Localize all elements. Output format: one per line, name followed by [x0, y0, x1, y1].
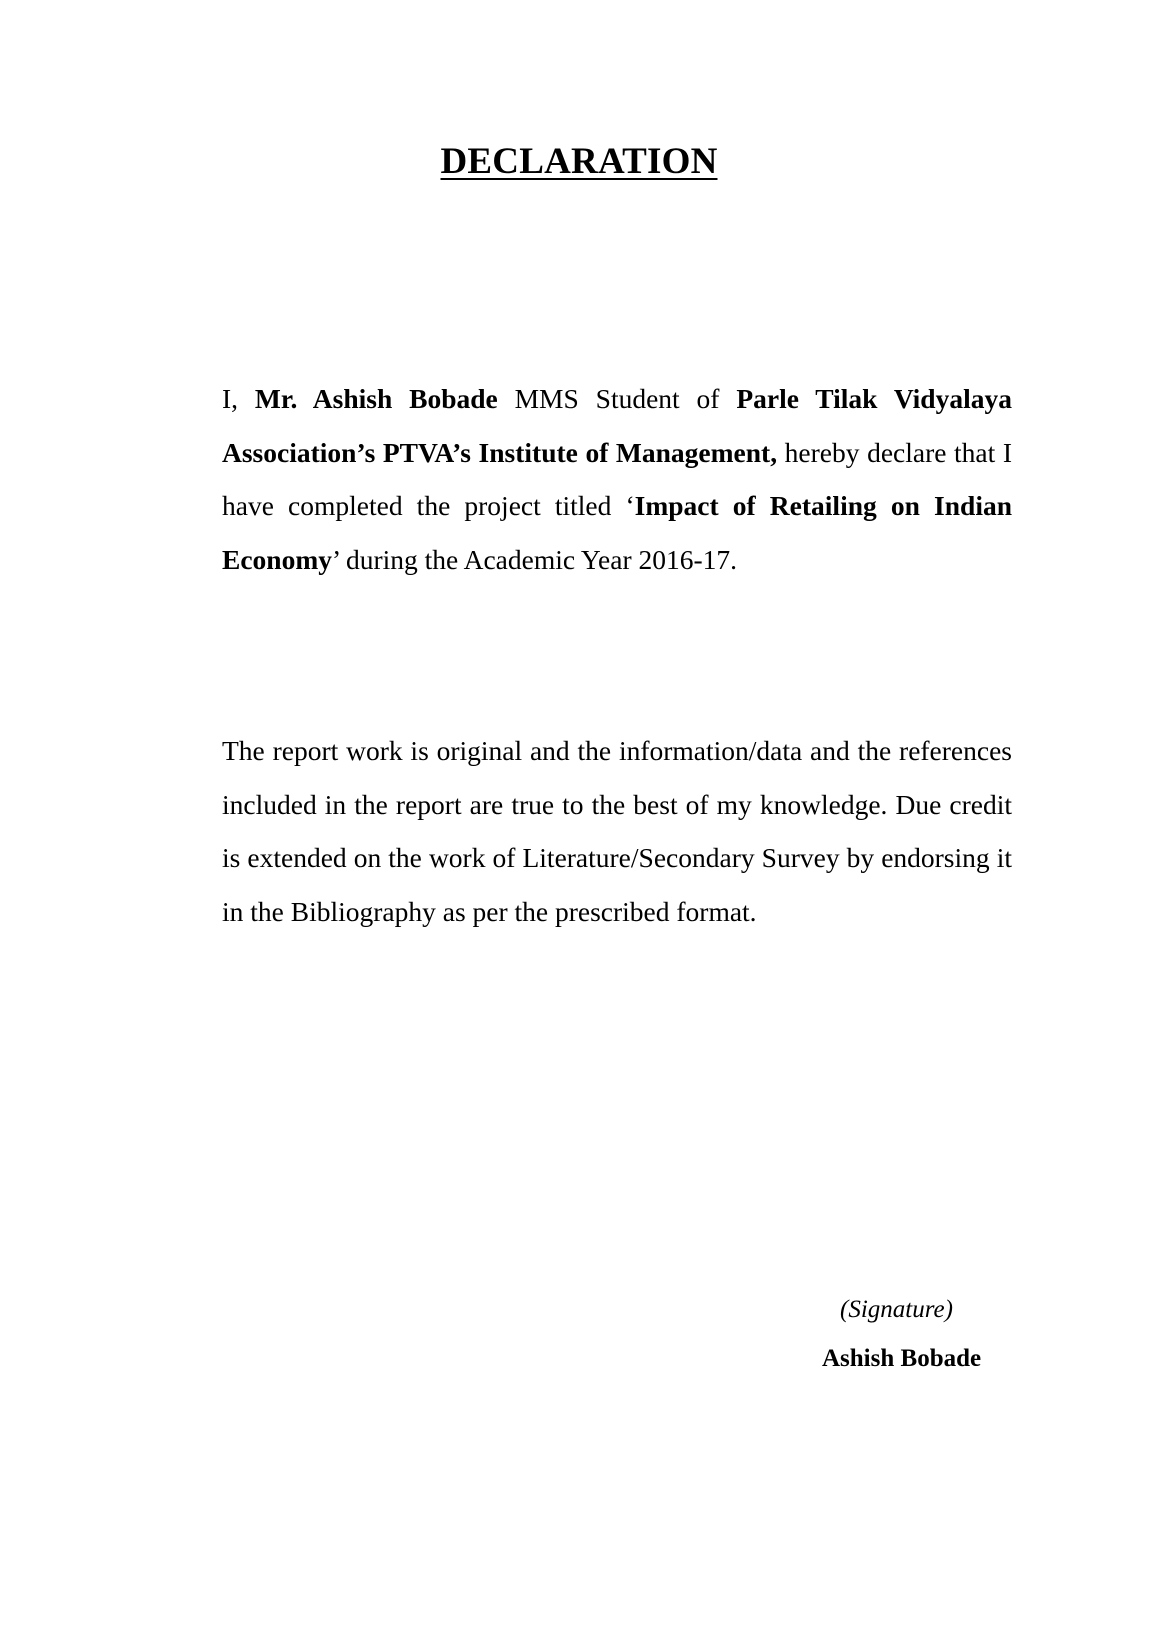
declaration-text-part: hereby declare that I have completed the project titled ‘: [222, 436, 1012, 521]
declaration-text-part: ’ during the Academic Year 2016-17.: [332, 543, 738, 575]
declaration-paragraph: [222, 372, 1012, 586]
declaration-text-part: MMS Student of: [497, 383, 737, 414]
project-title: Impact of Retailing on Indian Economy: [222, 490, 1012, 575]
institute-name: Parle Tilak Vidyalaya Association’s PTVA’s Institute of Management,: [222, 383, 1012, 468]
originality-paragraph: The report work is original and the information/data and the references included in the report are true to the best of my knowledge. Due credit is extended on the work of Literature/Secondary Survey by endorsing it in the Bibliography as per the prescribed format.: [222, 735, 1012, 927]
student-name: Mr. Ashish Bobade: [254, 383, 498, 414]
page-title: DECLARATION: [440, 141, 718, 182]
signatory-name: Ashish Bobade: [822, 1345, 982, 1372]
declaration-text-part: I,: [222, 383, 255, 414]
signature-label: (Signature): [840, 1296, 953, 1323]
